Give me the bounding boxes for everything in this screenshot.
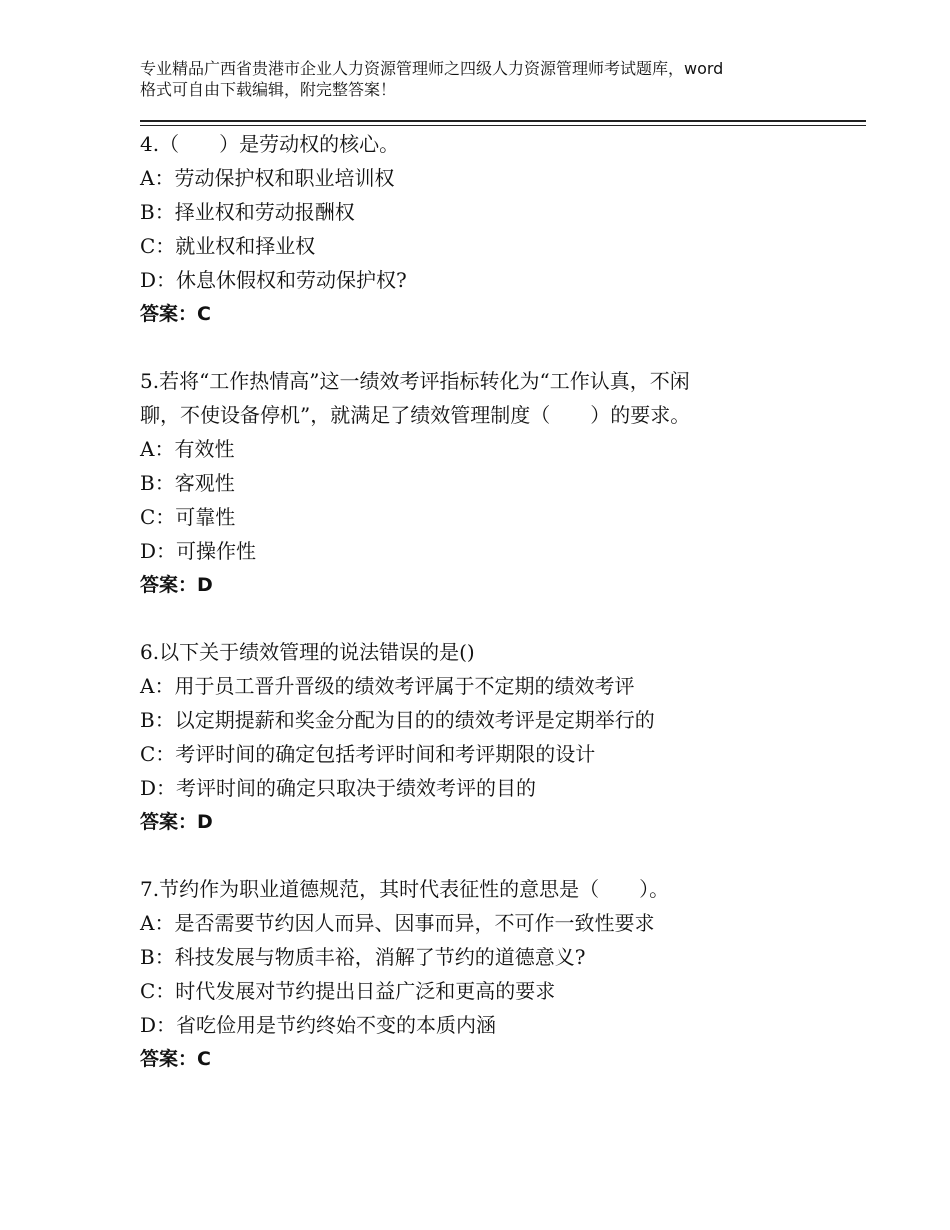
option-c: C：可靠性 — [140, 505, 236, 529]
option-a: A：有效性 — [140, 437, 235, 461]
question-text: 5.若将“工作热情高”这一绩效考评指标转化为“工作认真，不闲 — [140, 369, 690, 393]
header-line: 专业精品广西省贵港市企业人力资源管理师之四级人力资源管理师考试题库，word — [140, 59, 724, 78]
question-item — [140, 872, 840, 1076]
option-b: B：客观性 — [140, 471, 235, 495]
question-text: 4.（ ）是劳动权的核心。 — [140, 132, 400, 156]
option-b: B：科技发展与物质丰裕，消解了节约的道德意义? — [140, 945, 586, 969]
option-a: A：是否需要节约因人而异、因事而异，不可作一致性要求 — [140, 911, 655, 935]
option-c: C：时代发展对节约提出日益广泛和更高的要求 — [140, 979, 556, 1003]
option-b: B：以定期提薪和奖金分配为目的的绩效考评是定期举行的 — [140, 708, 655, 732]
question-text: 6.以下关于绩效管理的说法错误的是() — [140, 640, 475, 664]
question-text: 聊，不使设备停机”，就满足了绩效管理制度（ ）的要求。 — [140, 403, 691, 427]
header-line: 格式可自由下载编辑，附完整答案！ — [140, 80, 397, 99]
answer-label: 答案：C — [140, 1048, 211, 1070]
option-c: C：就业权和择业权 — [140, 234, 316, 258]
question-text: 7.节约作为职业道德规范，其时代表征性的意思是（ ）。 — [140, 877, 670, 901]
answer-label: 答案：D — [140, 574, 213, 596]
question-item — [140, 127, 840, 331]
answer-label: 答案：D — [140, 811, 213, 833]
option-c: C：考评时间的确定包括考评时间和考评期限的设计 — [140, 742, 596, 766]
document-header — [140, 58, 840, 100]
question-item — [140, 635, 840, 839]
option-a: A：用于员工晋升晋级的绩效考评属于不定期的绩效考评 — [140, 674, 635, 698]
answer-label: 答案：C — [140, 303, 211, 325]
option-b: B：择业权和劳动报酬权 — [140, 200, 355, 224]
option-d: D：考评时间的确定只取决于绩效考评的目的 — [140, 776, 537, 800]
header-divider — [140, 125, 866, 126]
question-list — [140, 127, 840, 1109]
question-item — [140, 364, 840, 602]
header-divider — [140, 120, 866, 122]
option-d: D：可操作性 — [140, 539, 257, 563]
option-d: D：休息休假权和劳动保护权? — [140, 268, 407, 292]
option-d: D：省吃俭用是节约终始不变的本质内涵 — [140, 1013, 497, 1037]
option-a: A：劳动保护权和职业培训权 — [140, 166, 395, 190]
